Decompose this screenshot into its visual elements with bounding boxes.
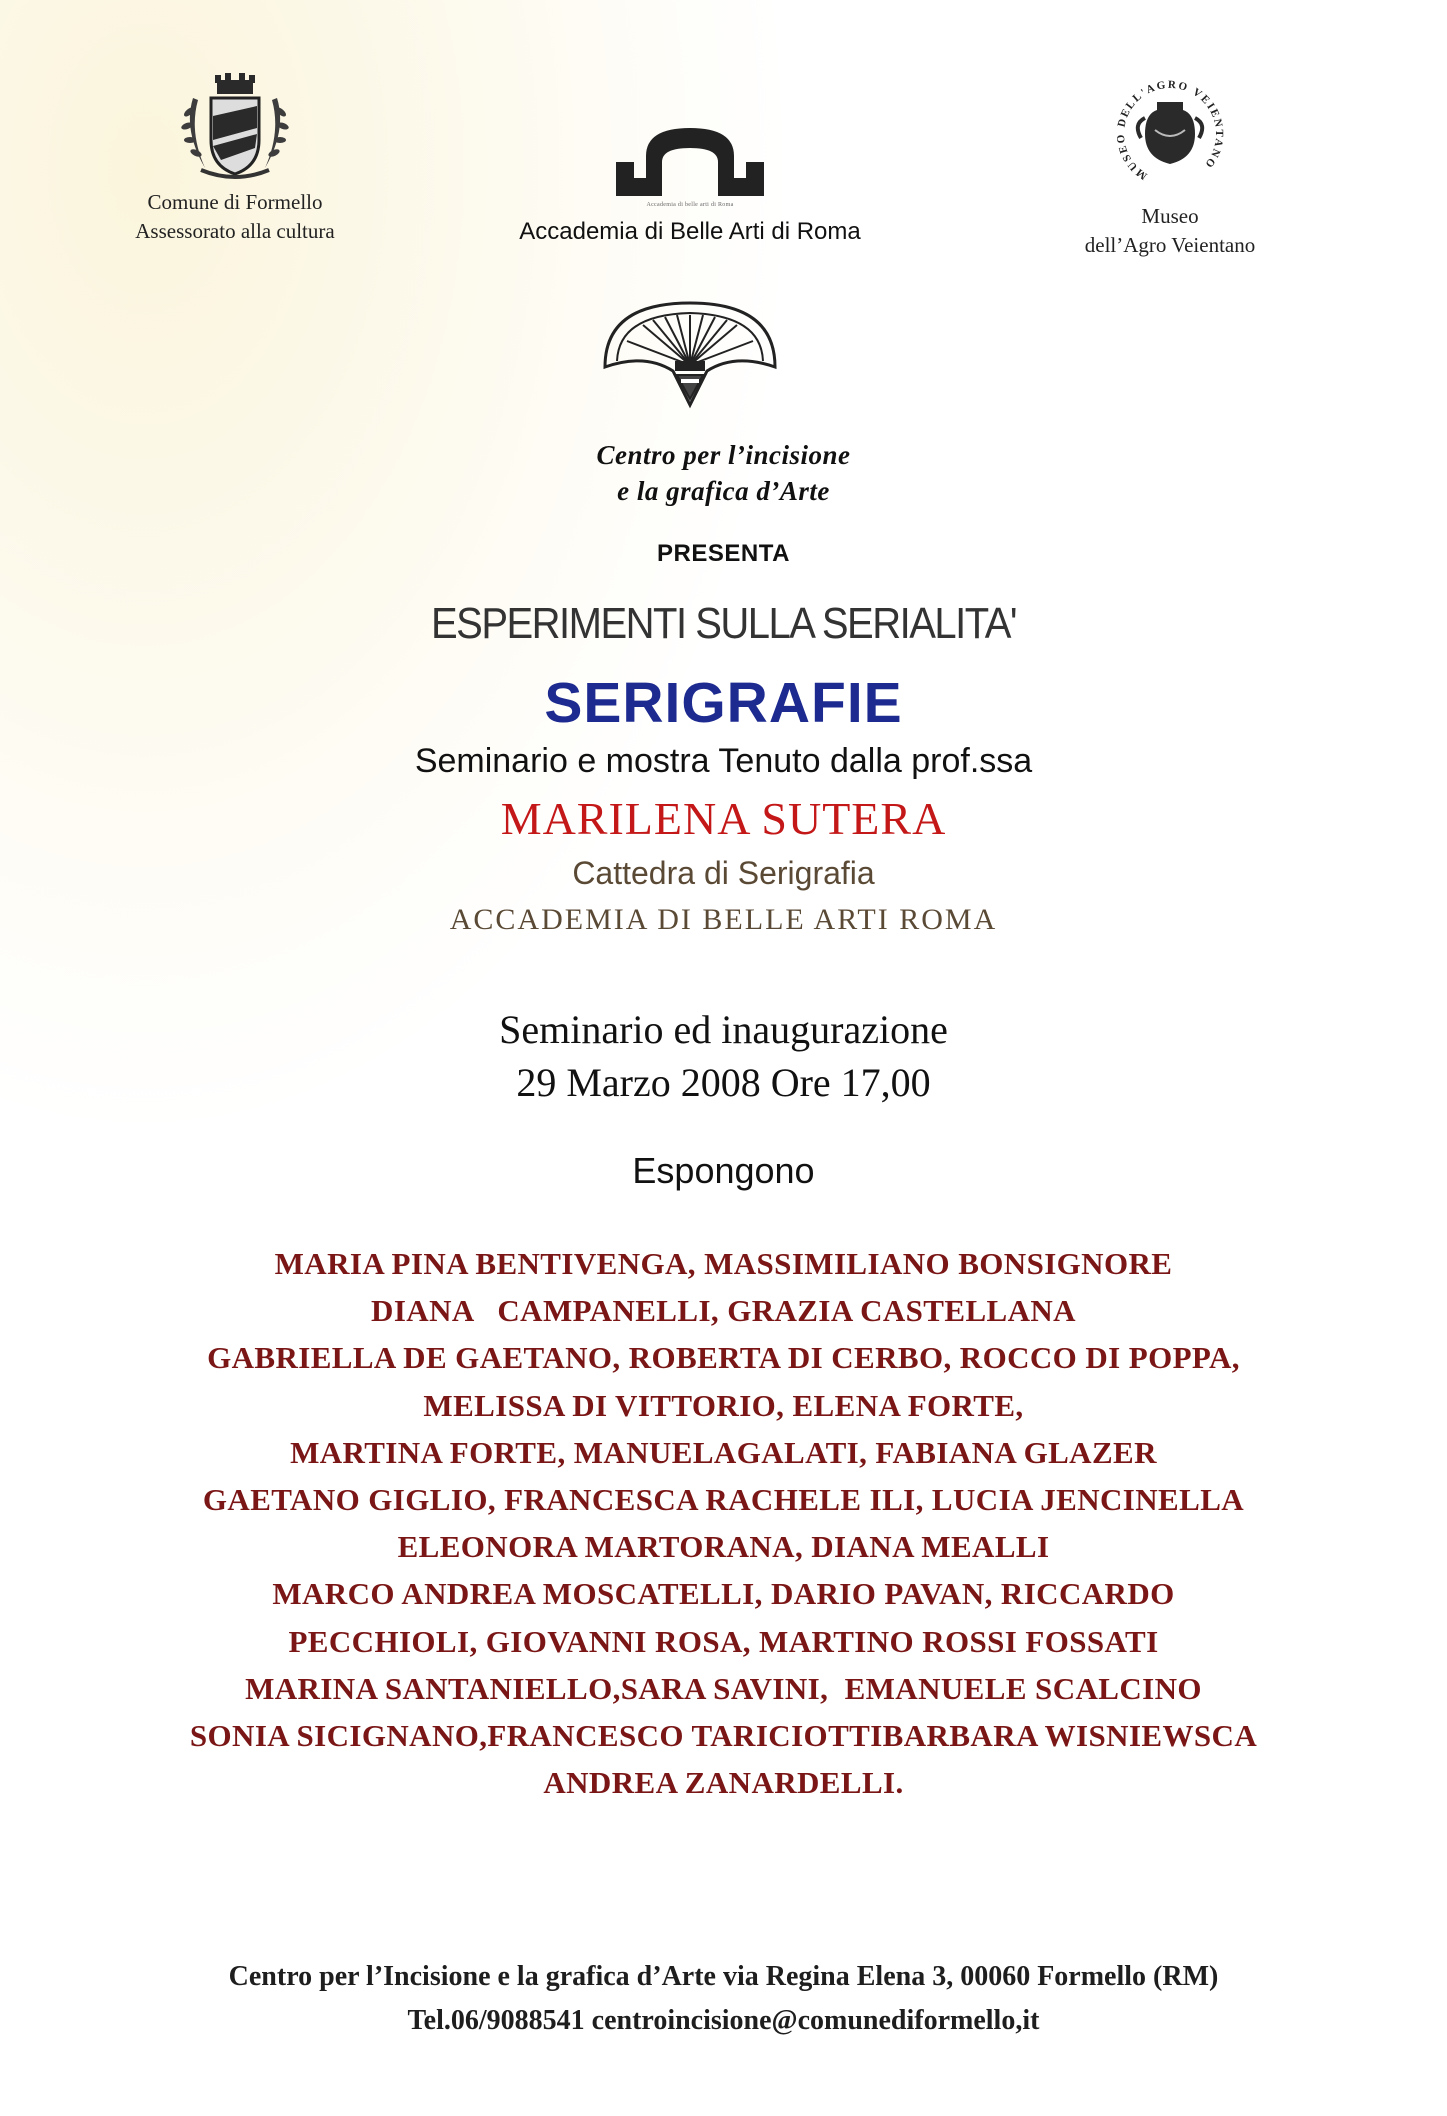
artists-line: SONIA SICIGNANO,FRANCESCO TARICIOTTIBARBARA WISNIEWSCA (189, 1718, 1258, 1754)
comune-coat-of-arms-icon (165, 70, 305, 188)
museo-logo-block (1040, 72, 1300, 260)
svg-text:MUSEO DELL'AGRO VEIENTANO: MUSEO DELL'AGRO VEIENTANO (1114, 78, 1226, 182)
accademia-tiny-text: Accademia di belle arti di Roma (646, 202, 734, 208)
centro-title-line2: e la grafica d’Arte (617, 476, 830, 506)
comune-name: Comune di Formello (147, 190, 323, 214)
comune-office: Assessorato alla cultura (135, 219, 335, 243)
centro-title (0, 437, 1447, 509)
artists-line: ANDREA ZANARDELLI. (543, 1765, 904, 1801)
teacher-name: MARILENA SUTERA (500, 793, 947, 844)
artists-line: PECCHIOLI, GIOVANNI ROSA, MARTINO ROSSI FOSSATI (288, 1623, 1159, 1659)
museo-amphora-seal-icon (1105, 72, 1235, 190)
footer-phone-email: Tel.06/9088541 centroincisione@comunediformello,it (407, 2005, 1040, 2036)
event-title: ESPERIMENTI SULLA SERIALITA' (430, 600, 1017, 648)
artists-line: MARCO ANDREA MOSCATELLI, DARIO PAVAN, RICCARDO (272, 1576, 1175, 1612)
presenta-label: PRESENTA (657, 540, 790, 567)
inauguration-title: Seminario ed inaugurazione (499, 1007, 948, 1052)
inauguration-block (0, 1003, 1447, 1109)
comune-logo-block (100, 70, 370, 246)
accademia-arch-icon (610, 118, 770, 198)
footer-address: Centro per l’Incisione e la grafica d’Arte via Regina Elena 3, 00060 Formello (RM) (228, 1961, 1219, 1992)
artists-line: GAETANO GIGLIO, FRANCESCA RACHELE ILI, LUCIA JENCINELLA (202, 1482, 1245, 1518)
main-title: SERIGRAFIE (544, 671, 903, 735)
artists-list (0, 1240, 1447, 1806)
accademia-caption: Accademia di Belle Arti di Roma (519, 218, 861, 245)
centro-fan-logo-icon (595, 295, 785, 425)
artists-line: DIANA CAMPANELLI, GRAZIA CASTELLANA (371, 1293, 1076, 1329)
espongono-label: Espongono (632, 1150, 815, 1191)
artists-line: MARINA SANTANIELLO,SARA SAVINI, EMANUELE SCALCINO (245, 1670, 1202, 1706)
centro-title-line1: Centro per l’incisione (596, 440, 851, 470)
museo-name: Museo (1141, 204, 1199, 228)
artists-line: MARTINA FORTE, MANUELAGALATI, FABIANA GLAZER (290, 1434, 1157, 1470)
accademia-logo-block (480, 118, 900, 246)
footer-contact (0, 1955, 1447, 2043)
artists-line: MARIA PINA BENTIVENGA, MASSIMILIANO BONSIGNORE (274, 1246, 1173, 1281)
chair-label: Cattedra di Serigrafia (572, 855, 875, 891)
artists-line: ELEONORA MARTORANA, DIANA MEALLI (397, 1529, 1050, 1565)
subtitle: Seminario e mostra Tenuto dalla prof.ssa (414, 742, 1033, 780)
institution-label: ACCADEMIA DI BELLE ARTI ROMA (449, 903, 998, 936)
museo-subtitle: dell’Agro Veientano (1084, 233, 1256, 257)
artists-line: MELISSA DI VITTORIO, ELENA FORTE, (423, 1387, 1024, 1423)
artists-line: GABRIELLA DE GAETANO, ROBERTA DI CERBO, ROCCO DI POPPA, (207, 1340, 1240, 1376)
inauguration-datetime: 29 Marzo 2008 Ore 17,00 (516, 1060, 931, 1105)
